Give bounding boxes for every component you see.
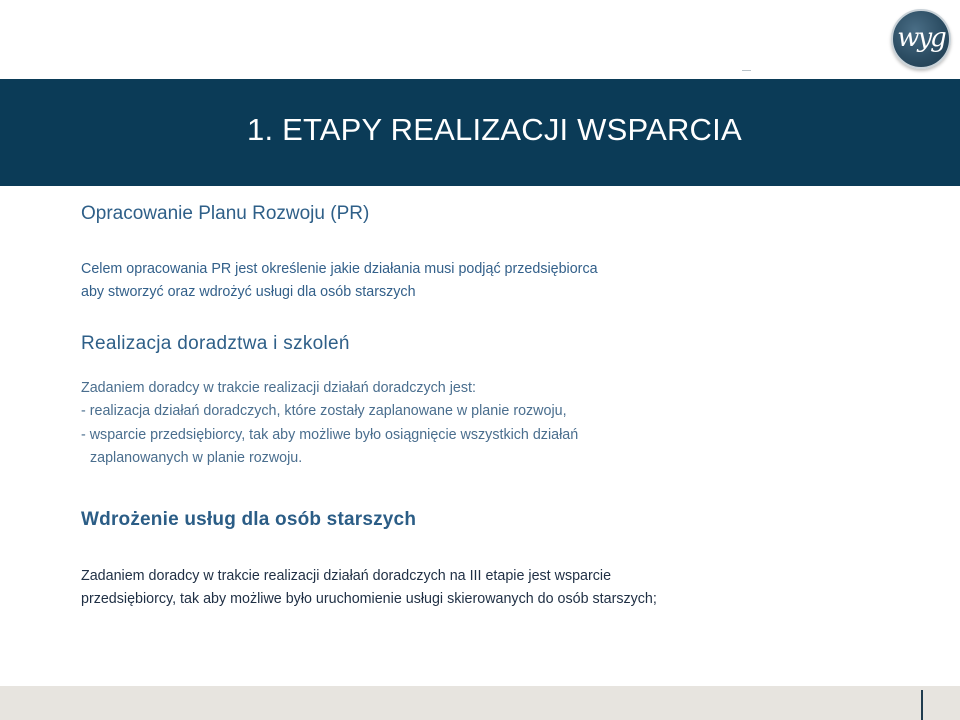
section-text-doradztwo [81,377,578,470]
footer-bar [0,686,960,720]
decorative-tick [742,70,751,71]
section-text-plan-rozwoju [81,258,598,305]
section-heading-plan-rozwoju: Opracowanie Planu Rozwoju (PR) [81,203,370,224]
slide-title: 1. ETAPY REALIZACJI WSPARCIA [247,112,742,147]
bullet-continuation: zaplanowanych w planie rozwoju. [90,449,303,466]
logo-text: wyg [897,23,945,53]
text-line: aby stworzyć oraz wdrożyć usługi dla osób starszych [81,284,416,301]
footer-divider [921,690,923,720]
section-heading-wdrozenie: Wdrożenie usług dla osób starszych [81,509,417,530]
wyg-logo [891,9,951,69]
section-text-wdrozenie [81,565,657,612]
bullet-line: - wsparcie przedsiębiorcy, tak aby możliwe było osiągnięcie wszystkich działań [81,426,579,443]
bullet-line: - realizacja działań doradczych, które zostały zaplanowane w planie rozwoju, [81,403,567,420]
text-line: przedsiębiorcy, tak aby możliwe było uruchomienie usługi skierowanych do osób starszych; [81,591,657,608]
text-line: Zadaniem doradcy w trakcie realizacji działań doradczych jest: [81,380,476,396]
text-line: Celem opracowania PR jest określenie jakie działania musi podjąć przedsiębiorca [81,261,598,277]
text-line: Zadaniem doradcy w trakcie realizacji działań doradczych na III etapie jest wsparcie [81,568,612,584]
section-heading-doradztwo: Realizacja doradztwa i szkoleń [81,333,350,354]
